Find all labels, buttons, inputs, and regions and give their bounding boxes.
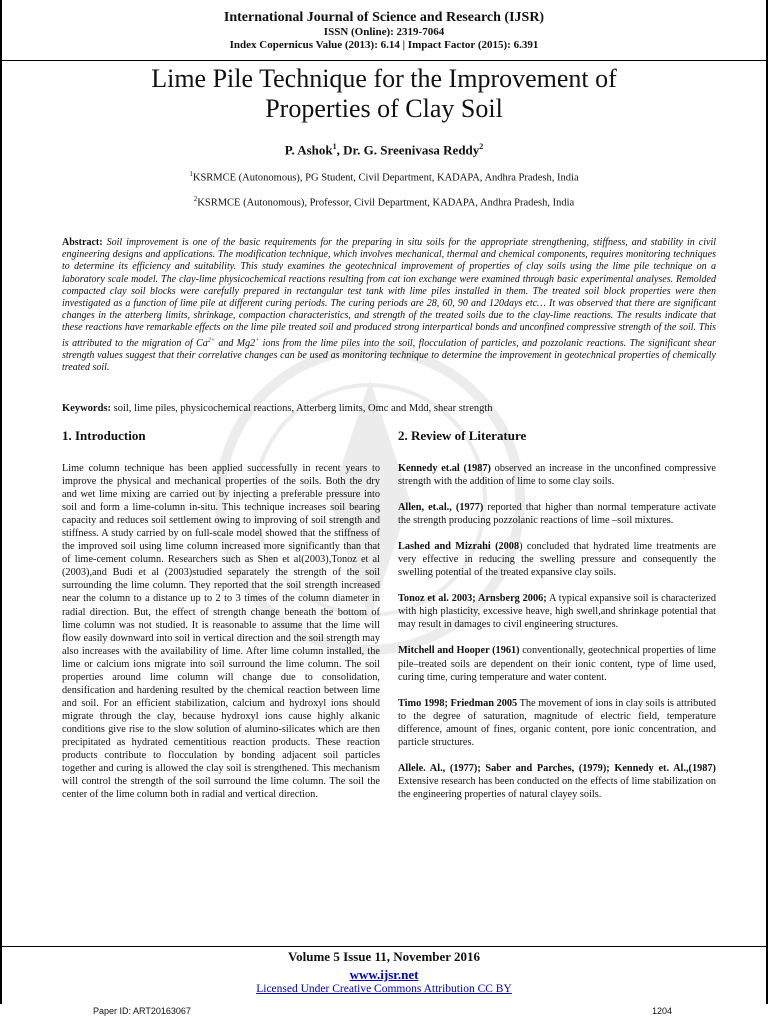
review-text: Extensive research has been conducted on the effects of lime stabilization on the engineering properties of natural clayey soils. xyxy=(398,775,716,800)
review-citation: Timo 1998; Friedman 2005 xyxy=(398,697,518,709)
volume-info: Volume 5 Issue 11, November 2016 xyxy=(287,949,481,964)
right-column xyxy=(398,428,716,814)
review-citation: Allele. Al., (1977); Saber and Parches, (1979); Kennedy et. Al.,(1987) xyxy=(398,762,716,774)
paper-id: Paper ID: ART20163067 xyxy=(93,1006,191,1016)
review-entry xyxy=(398,501,716,527)
abstract-text-2: and Mg2 xyxy=(214,337,256,349)
paper-title xyxy=(40,64,728,124)
author-sep: , xyxy=(336,142,344,158)
affiliation-2-text: KSRMCE (Autonomous), Professor, Civil Department, KADAPA, Andhra Pradesh, India xyxy=(197,197,575,209)
abstract-sup-1: 2+ xyxy=(207,337,215,344)
footer-rule xyxy=(0,946,768,947)
introduction-text: Lime column technique has been applied successfully in recent years to improve the physical and mechanical properties of the soils. Both the dry and wet lime mixing are carried out by injecting a preferable pressure into soil and form a lime-column in-situ. This technique increases soil bearing capacity and reduces soil settlement owing to improving of soil strength and stiffness. A study carried by on full-scale model showed that the stiffness of the improved soil using lime column increased more significantly than that of lime-cement column. Researchers such as Shen et al(2003),Tonoz et al (2003),and Budi et al (2003)studied separately the strength of the soil surrounding the lime column. They reported that the soil strength increased near the column to a distance up to 2 to 3 times of the column diameter in radial direction. But, the effect of strength change beneath the bottom of lime column was not studied. It is reasonable to assume that the lime will flow easily downward into soil in vertical direction and the soil strength may also increases with the availability of lime. After lime column installed, the lime or calcium ions migrate into soil surround the lime column. The soil properties around lime column will change due to consolidation, densification and hardening resulted by the chemical reaction between lime and soil. For an efficient stabilization, calcium and hydroxyl ions should migrate through the clay, because hydroxyl ions cause highly alkanic conditions give rise to the slow solution of alumino-silicates which are then precipitated as hydrated cementitious reaction products. These reaction products contribute to flocculation by bonding adjacent soil particles together and curing is allowed the clay soil is strengthened. This mechanism will control the strength of the soil surround the lime column. The soil the center of the lime column both in radial and vertical direction. xyxy=(62,463,380,801)
review-text: conventionally, geotechnical properties of lime pile–treated soils are dependent on their ionic content, type of lime used, curing time, curing temperature and water content. xyxy=(398,645,716,683)
review-entry xyxy=(398,592,716,631)
journal-name: International Journal of Science and Research (IJSR) xyxy=(223,10,545,25)
header-rule xyxy=(0,60,768,61)
review-text: observed an increase in the unconfined compressive strength with the addition of lime to some clay soils. xyxy=(398,463,716,488)
author-1: P. Ashok xyxy=(284,142,333,158)
keywords-text: soil, lime piles, physicochemical reactions, Atterberg limits, Omc and Mdd, shear strength xyxy=(113,403,493,414)
keywords xyxy=(62,403,716,414)
license-link[interactable]: Licensed Under Creative Commons Attribution CC BY xyxy=(256,983,512,995)
review-citation: Lashed and Mizrahi (2008 xyxy=(398,541,520,553)
title-line-2: Properties of Clay Soil xyxy=(265,94,503,123)
review-citation: Tonoz et al. 2003; Arnsberg 2006; xyxy=(398,593,547,605)
affiliation-2 xyxy=(0,195,768,209)
abstract xyxy=(62,237,716,375)
journal-header xyxy=(0,10,768,52)
author-list xyxy=(0,142,768,158)
abstract-text-1: Soil improvement is one of the basic requirements for the preparing in situ soils for the appropriate strengthening, stiffness, and stability in civil engineering designs and applications. The modification technique, which involves mechanical, thermal and chemical components, requires monitoring techniques to determine its efficiency and suitability. This study examines the geotechnical improvement of properties of clay soils using the lime pile technique on a laboratory scale model. The clay-lime physicochemical reactions resulting from cat ion exchange were examined through basic experimental analyses. Remolded compacted clay soil blocks were carefully prepared in rectangular test tank with lime piles installed in them. The treated soil block properties were then investigated as a function of lime pile at different curing periods. The curing periods are 28, 60, 90 and 120days etc… It was observed that there are significant changes in the atterberg limits, shrinkage, compaction characteristics, and strength of the treated soils due to the clay-lime reactions. The results indicate that these reactions have remarkable effects on the lime pile treated soil and produced strong interpartical bonds and unconfined compressive strength of the soil. This is attributed to the migration of Ca xyxy=(62,237,717,349)
keywords-label: Keywords: xyxy=(62,403,111,414)
journal-index: Index Copernicus Value (2013): 6.14 | Impact Factor (2015): 6.391 xyxy=(229,39,539,51)
review-heading: 2. Review of Literature xyxy=(398,428,527,443)
affiliation-1 xyxy=(0,170,768,184)
author-2-sup: 2 xyxy=(479,142,484,151)
title-line-1: Lime Pile Technique for the Improvement of xyxy=(151,64,617,93)
author-1-sup: 1 xyxy=(332,142,337,151)
review-text: A typical expansive soil is characterized with high plasticity, excessive heave, high swell,and shrinkage potential that may result in damages to civil engineering structures. xyxy=(398,593,717,631)
review-citation: Kennedy et.al (1987) xyxy=(398,463,491,474)
abstract-label: Abstract: xyxy=(62,237,103,248)
affiliation-1-sup: 1 xyxy=(189,170,193,178)
review-entry xyxy=(398,644,716,683)
website-link[interactable]: www.ijsr.net xyxy=(349,967,419,982)
review-text: reported that higher than normal temperature activate the strength producing pozzolanic reactions of lime –soil mixtures. xyxy=(398,502,716,527)
journal-issn: ISSN (Online): 2319-7064 xyxy=(323,26,445,38)
affiliation-1-text: KSRMCE (Autonomous), PG Student, Civil Department, KADAPA, Andhra Pradesh, India xyxy=(192,172,579,184)
abstract-text-3: ions from the lime piles into the soil, flocculation of particles, and pozzolanic reactions. The significant shear strength values suggest that their correlative changes can be used as monitoring technique to determine the improvement in geotechnical properties of chemically treated soil. xyxy=(62,337,716,374)
review-entry xyxy=(398,462,716,488)
review-entry xyxy=(398,697,716,749)
abstract-text xyxy=(62,237,716,373)
review-text: ) concluded that hydrated lime treatments are very effective in reducing the swelling pressure and consequently the swelling potential of the treated expansive clay soils. xyxy=(398,541,716,579)
abstract-sup-2: + xyxy=(255,337,260,344)
review-citation: Allen, et.al., (1977) xyxy=(398,502,484,514)
author-2: Dr. G. Sreenivasa Reddy xyxy=(343,142,480,158)
left-column xyxy=(62,428,380,801)
affiliation-2-sup: 2 xyxy=(193,195,198,203)
review-entry xyxy=(398,540,716,579)
review-citation: Mitchell and Hooper (1961) xyxy=(398,645,520,657)
page-number: 1204 xyxy=(652,1006,673,1016)
introduction-heading: 1. Introduction xyxy=(62,428,146,443)
review-entry xyxy=(398,762,716,801)
review-text: The movement of ions in clay soils is attributed to the degree of saturation, magnitude of electric field, temperature difference, amount of fines, organic content, pore ionic concentration, and particle structures. xyxy=(398,697,716,748)
